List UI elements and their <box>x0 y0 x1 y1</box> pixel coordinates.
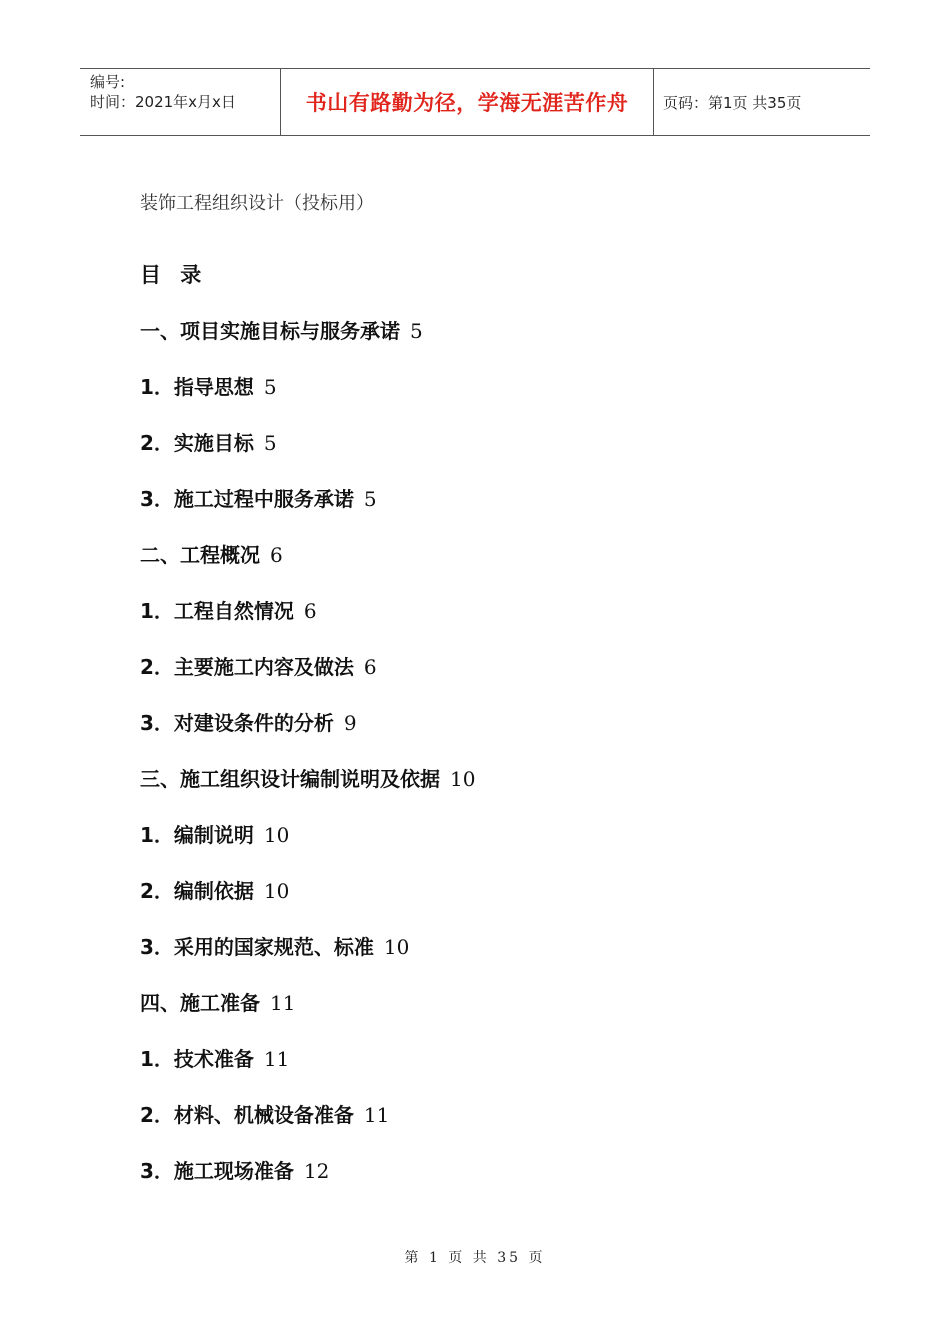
toc-entry-label: 2．实施目标 <box>140 431 254 455</box>
toc-entry-label: 2．编制依据 <box>140 879 254 903</box>
toc-entry-label: 二、工程概况 <box>140 543 260 567</box>
header-page-info-cell <box>654 69 870 135</box>
toc-entry-page: 5 <box>363 487 377 511</box>
header-motto-cell <box>281 69 654 135</box>
header-meta <box>80 69 281 135</box>
toc-entry-page: 6 <box>303 599 317 623</box>
header-motto: 书山有路勤为径，学海无涯苦作舟 <box>305 91 629 115</box>
toc-entry-page: 10 <box>263 879 290 903</box>
toc-entry-label: 一、项目实施目标与服务承诺 <box>140 319 400 343</box>
toc-entry-page: 10 <box>383 935 410 959</box>
toc-entry[interactable] <box>140 874 475 930</box>
toc-entry-label: 3．对建设条件的分析 <box>140 711 334 735</box>
table-of-contents <box>140 258 475 1210</box>
toc-entry-label: 2．材料、机械设备准备 <box>140 1103 354 1127</box>
page-footer: 第 1 页 共 35 页 <box>404 1250 546 1266</box>
toc-entry-page: 5 <box>263 375 277 399</box>
toc-entry-label: 3．采用的国家规范、标准 <box>140 935 374 959</box>
toc-heading: 目 录 <box>140 263 208 287</box>
header-page-info: 页码：第1页 共35页 <box>663 93 802 112</box>
toc-entry[interactable] <box>140 930 475 986</box>
toc-entry[interactable] <box>140 762 475 818</box>
toc-entry-label: 四、施工准备 <box>140 991 260 1015</box>
toc-entry-page: 9 <box>343 711 357 735</box>
toc-entry-label: 2．主要施工内容及做法 <box>140 655 354 679</box>
toc-entry-page: 12 <box>303 1159 330 1183</box>
toc-entry-page: 11 <box>263 1047 290 1071</box>
toc-entry[interactable] <box>140 706 475 762</box>
toc-entry-label: 3．施工过程中服务承诺 <box>140 487 354 511</box>
toc-entry[interactable] <box>140 1042 475 1098</box>
page-header <box>80 68 870 136</box>
toc-entry[interactable] <box>140 650 475 706</box>
toc-entry-label: 1．工程自然情况 <box>140 599 294 623</box>
toc-entry-page: 5 <box>410 319 423 343</box>
toc-entry[interactable] <box>140 482 475 538</box>
toc-entry-page: 10 <box>450 767 476 791</box>
toc-entry-label: 3．施工现场准备 <box>140 1159 294 1183</box>
toc-entry[interactable] <box>140 1098 475 1154</box>
toc-entry[interactable] <box>140 594 475 650</box>
document-number-label: 编号: <box>90 73 126 91</box>
toc-entry[interactable] <box>140 1154 475 1210</box>
toc-entry-page: 11 <box>270 991 296 1015</box>
toc-entry[interactable] <box>140 538 475 594</box>
toc-entry-label: 1．编制说明 <box>140 823 254 847</box>
toc-entry[interactable] <box>140 426 475 482</box>
toc-entry-page: 10 <box>263 823 290 847</box>
toc-entry[interactable] <box>140 314 475 370</box>
toc-entry-label: 1．指导思想 <box>140 375 254 399</box>
toc-entry[interactable] <box>140 370 475 426</box>
toc-entry-page: 6 <box>270 543 283 567</box>
document-title: 装饰工程组织设计（投标用） <box>140 193 374 214</box>
toc-entry-page: 11 <box>363 1103 390 1127</box>
document-date: 时间：2021年x月x日 <box>90 93 236 111</box>
toc-entry[interactable] <box>140 986 475 1042</box>
toc-entry-label: 1．技术准备 <box>140 1047 254 1071</box>
toc-entry-label: 三、施工组织设计编制说明及依据 <box>140 767 440 791</box>
toc-entry-page: 6 <box>363 655 377 679</box>
toc-entry[interactable] <box>140 818 475 874</box>
toc-entry-page: 5 <box>263 431 277 455</box>
